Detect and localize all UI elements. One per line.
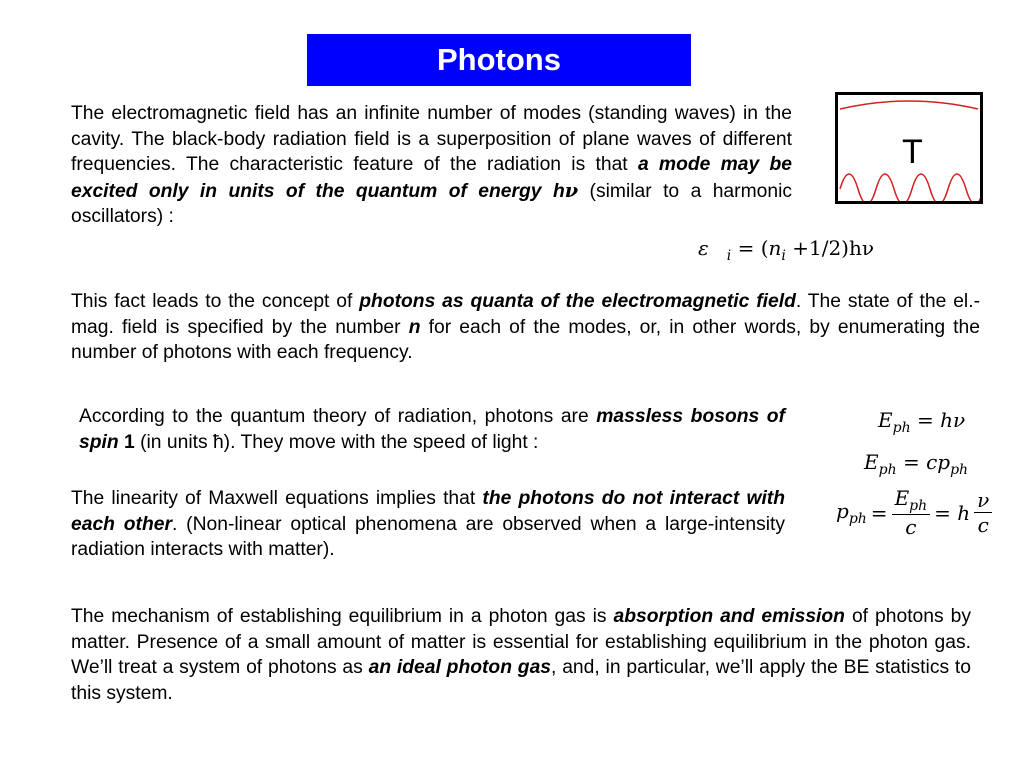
equilibrium-paragraph: The mechanism of establishing equilibrium in a photon gas is absorption and emission of photons by matter. Presence of a small amount of matter is essential for establishing equilibrium in the photon gas. We’ll treat a system of photons as an ideal photon gas, and, in particular, we’ll apply the BE statistics to this system. bbox=[71, 606, 972, 704]
slide-title: Photons bbox=[307, 34, 691, 86]
photon-energy-momentum-equation: $E_{ph} = cp_{ph}$ bbox=[864, 450, 969, 478]
photon-momentum-equation: $p_{ph}$ = $\frac{E_{ph}}{c}$ = h $\frac{\nu}{c}$ bbox=[836, 486, 992, 539]
linearity-paragraph: The linearity of Maxwell equations implies that the photons do not interact with each other. (Non-linear optical phenomena are observed when a large-intensity radiation interacts with matter). bbox=[71, 488, 785, 561]
energy-over-c-fraction: $\frac{E_{ph}}{c}$ bbox=[892, 486, 931, 539]
mode-energy-equation: ε $_i = (n_i +1/2)h\nu$ bbox=[698, 236, 875, 264]
photon-energy-equation: $E_{ph} = h\nu$ bbox=[878, 408, 966, 436]
cavity-diagram bbox=[835, 92, 983, 204]
top-wave bbox=[840, 101, 978, 109]
intro-paragraph: The electromagnetic field has an infinite number of modes (standing waves) in the cavity. The black-body radiation field is a superposition of plane waves of different frequencies. The characteristic feature of the radiation is that a mode may be excited only in units of the quantum of energy hν (similar to a harmonic oscillators) : bbox=[71, 103, 793, 228]
temperature-label: T bbox=[902, 133, 923, 171]
photons-paragraph: This fact leads to the concept of photons as quanta of the electromagnetic field. The state of the el.-mag. field is specified by the number n for each of the modes, or, in other words, by enumerating the number of photons with each frequency. bbox=[71, 291, 980, 364]
quantum-theory-paragraph: According to the quantum theory of radiation, photons are massless bosons of spin 1 (in units ħ). They move with the speed of light : bbox=[79, 406, 786, 453]
bottom-wave bbox=[840, 174, 980, 201]
nu-over-c-fraction: $\frac{\nu}{c}$ bbox=[974, 488, 992, 537]
